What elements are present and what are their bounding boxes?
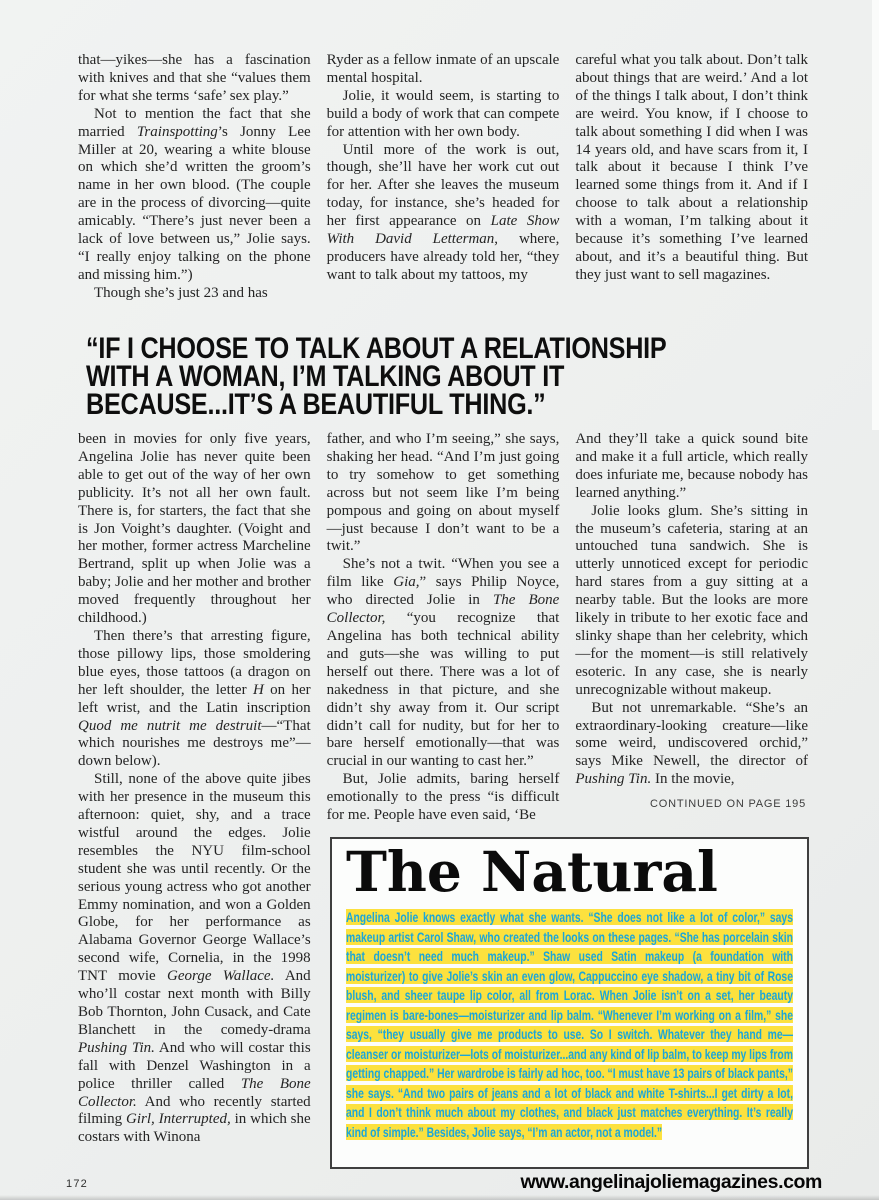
pull-quote-line-3: BECAUSE...IT’S A BEAUTIFUL THING.” [86, 388, 546, 421]
pull-quote-line-2: WITH A WOMAN, I’M TALKING ABOUT IT [86, 360, 565, 393]
article-column-1-bottom [78, 431, 311, 1163]
scan-edge-bottom [0, 1195, 879, 1200]
sidebar-highlighted-text: Angelina Jolie knows exactly what she wants. “She does not like a lot of color,” says makeup artist Carol Shaw, who created the looks on these pages. “She has porcelain skin that doesn’t need much makeup.” Shaw used Satin makeup (a foundation with moisturizer) to give Jolie’s skin an even glow, Cappuccino eye shadow, a tiny bit of Rose blush, and sheer taupe lip color, all from Lorac. When Jolie isn’t on a set, her beauty regimen is bare-bones—moisturizer and lip balm. “Whenever I’m working on a film,” she says, “they usually give me products to use. So I switch. Whatever they hand me—cleanser or moisturizer—lots of moisturizer...and any kind of lip balm, to keep my lips from getting chapped.” Her wardrobe is fairly ad hoc, too. “I must have 13 pairs of black pants,” she says. “And two pairs of jeans and a lot of black and white T-shirts...I get dirty a lot, and I don’t think much about my clothes, and black just matches everything. It’s really kind of simple.” Besides, Jolie says, “I’m an actor, not a model.” [346, 909, 793, 1140]
article-column-1-top [78, 52, 311, 303]
paragraph: Jolie looks glum. She’s sitting in the museum’s cafeteria, staring at an untouched tuna sandwich. She is utterly unnoticed except for periodic hard stares from a guy sitting at a nearby table. But the looks are more likely in tribute to her exotic face and slinky shape than her celebrity, which—for the moment—is still relatively esoteric. In any case, she is nearly unrecognizable without makeup. [575, 502, 808, 698]
paragraph: But, Jolie admits, baring herself emotionally to the press “is difficult for me. People have even said, ‘Be [326, 771, 560, 824]
paragraph: Though she’s just 23 and has [94, 284, 268, 301]
sidebar-body-wrap [346, 908, 793, 1142]
paragraph: Still, none of the above quite jibes with her presence in the museum this afternoon: quiet, shy, and a trace wistful around the edges. Jolie resembles the NYU film-school student she was until recently. Or the serious young actress who got another Emmy nomination, and won a Golden Globe, for her performance as Alabama Governor George Wallace’s second wife, Cornelia, in the 1998 TNT movie George Wallace. And who’ll costar next month with Billy Bob Thornton, John Cusack, and Cate Blanchett in the comedy-drama Pushing Tin. And who will costar this fall with Denzel Washington in a police thriller called The Bone Collector. And who recently started filming Girl, Interrupted, in which she costars with Winona [78, 771, 311, 1146]
paragraph: She’s not a twit. “When you see a film like Gia,” says Philip Noyce, who directed Jolie in The Bone Collector, “you recognize that Angelina has both technical ability and guts—she was willing to put herself out there. There was a lot of nakedness in that picture, and she didn’t shy away from it. Our script didn’t call for nudity, but for her to bare herself emotionally—that was crucial in our wanting to cast her.” [326, 556, 560, 770]
paragraph: father, and who I’m seeing,” she says, shaking her head. “And I’m just going to try somehow to get something across but not seem like I’m being pompous and going on about myself—just because I don’t want to be a twit.” [326, 431, 560, 555]
pull-quote [86, 332, 879, 421]
paragraph: But not unremarkable. “She’s an extraordinary-looking creature—like some weird, undiscovered orchid,” says Mike Newell, the director of Pushing Tin. In the movie, [575, 699, 808, 788]
sidebar-title: The Natural [346, 839, 718, 904]
pull-quote-line-1: “IF I CHOOSE TO TALK ABOUT A RELATIONSHIP [86, 332, 667, 365]
sidebar-body [346, 908, 793, 1142]
sidebar-natural-box [330, 837, 809, 1169]
paragraph: Not to mention the fact that she married Trainspotting’s Jonny Lee Miller at 20, wearing a white blouse on which she’d written the groom’s name in her own blood. (The couple are in the process of divorcing—quite amicably. “There’s just never been a lack of love between us,” Jolie says. “I really enjoy talking on the phone and missing him.”) [78, 105, 311, 283]
article-column-2-top [327, 52, 560, 303]
paragraph: Then there’s that arresting figure, those pillowy lips, those smoldering blue eyes, those tattoos (a dragon on her left shoulder, the letter H on her left wrist, and the Latin inscription Quod me nutrit me destruit—“That which nourishes me destroys me”—down below). [78, 627, 311, 770]
paragraph: careful what you talk about. Don’t talk about things that are weird.’ And a lot of the things I talk about, I don’t think are weird. You know, if I choose to talk about something I did when I was 14 years old, and have scars from it, I talk about it because I think I’ve learned some things from it. And if I choose to talk about a relationship with a woman, I’m talking about it because it’s something I’ve learned about, and it’s a beautiful thing. But they just want to sell magazines. [575, 52, 809, 283]
paragraph: been in movies for only five years, Angelina Jolie has never quite been able to get out of the way of her own publicity. It’s not all her own fault. There is, for starters, the fact that she is Jon Voight’s daughter. (Voight and her mother, former actress Marcheline Bertrand, split up when Jolie was a baby; Jolie and her mother and brother moved frequently throughout her childhood.) [78, 431, 311, 627]
footer-page-number: 172 [66, 1178, 88, 1190]
paragraph: Ryder as a fellow inmate of an upscale mental hospital. [326, 52, 560, 86]
paragraph: that—yikes—she has a fascination with knives and that she “values them for what she terms ‘safe’ sex play.” [78, 52, 311, 104]
article-column-3-top [575, 52, 808, 303]
article-top-section [78, 52, 808, 303]
article-column-3-text [575, 431, 808, 789]
paragraph: And they’ll take a quick sound bite and make it a full article, which really does infuriate me, because nobody has learned anything.” [575, 431, 808, 501]
footer-website: www.angelinajoliemagazines.com [520, 1171, 822, 1193]
paragraph: Until more of the work is out, though, she’ll have her work cut out for her. After she leaves the museum today, for instance, she’s headed for her first appearance on Late Show With David Letterman, where, producers have already told her, “they want to talk about my tattoos, my [326, 141, 560, 283]
scan-edge-right [872, 0, 879, 430]
continued-note: CONTINUED ON PAGE 195 [650, 798, 807, 811]
paragraph: Jolie, it would seem, is starting to build a body of work that can compete for attention with her own body. [326, 87, 560, 140]
